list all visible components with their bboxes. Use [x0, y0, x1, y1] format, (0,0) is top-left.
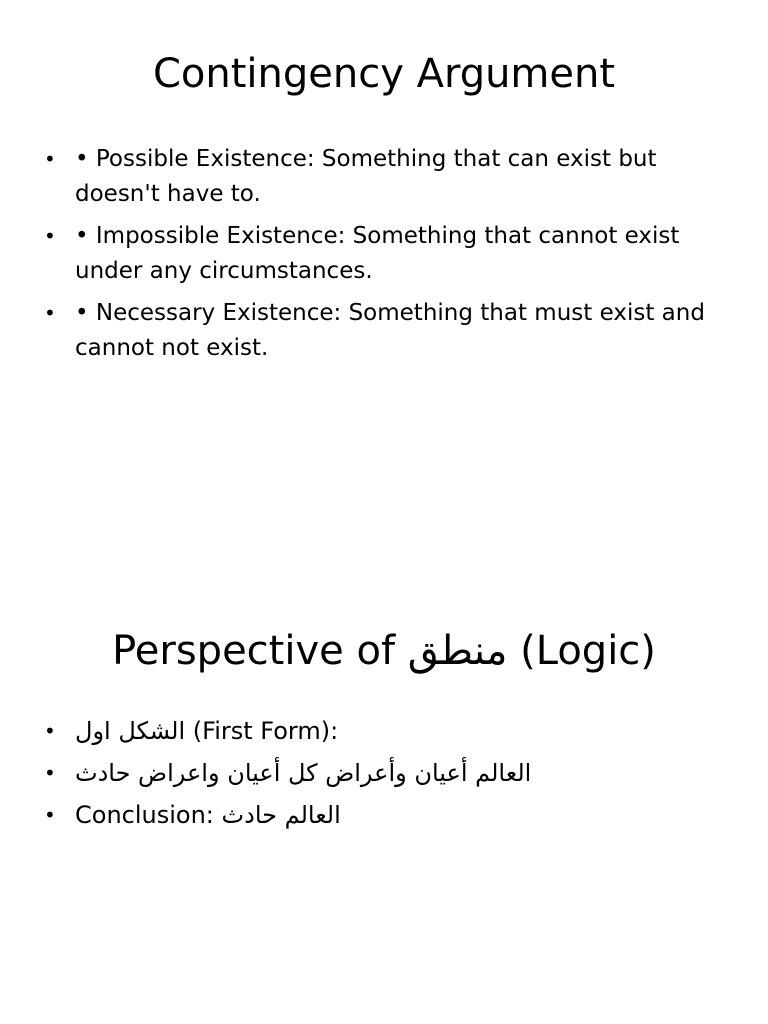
bullet-marker: •	[44, 147, 56, 171]
list-item	[44, 296, 714, 366]
list-item	[44, 142, 714, 212]
arabic-text: العالم حادث	[221, 801, 341, 829]
slide-title: Contingency Argument	[152, 51, 616, 97]
arabic-text: العالم أعيان وأعراض كل أعيان واعراض حادث	[75, 759, 532, 787]
title-prefix: Perspective of	[112, 628, 396, 674]
bullet-marker: •	[44, 224, 56, 248]
arabic-text: الشكل اول	[75, 717, 186, 745]
bullet-text: (First Form):	[192, 717, 339, 745]
bullet-text: • Impossible Existence: Something that cannot exist under any circumstances.	[75, 223, 680, 284]
bullet-list	[44, 142, 714, 373]
bullet-text: • Possible Existence: Something that can exist but doesn't have to.	[75, 146, 657, 207]
bullet-text: • Necessary Existence: Something that must exist and cannot not exist.	[75, 300, 705, 361]
slide-perspective-of-logic	[0, 512, 768, 1024]
bullet-marker: •	[44, 761, 56, 785]
bullet-text: Conclusion:	[75, 801, 214, 829]
bullet-marker: •	[44, 803, 56, 827]
list-item	[44, 714, 714, 748]
title-arabic: منطق	[407, 628, 508, 674]
slide-title	[0, 627, 768, 675]
bullet-marker: •	[44, 719, 56, 743]
list-item	[44, 798, 714, 832]
list-item	[44, 756, 714, 790]
bullet-list	[44, 714, 714, 840]
bullet-marker: •	[44, 301, 56, 325]
title-suffix: (Logic)	[520, 628, 656, 674]
list-item	[44, 219, 714, 289]
